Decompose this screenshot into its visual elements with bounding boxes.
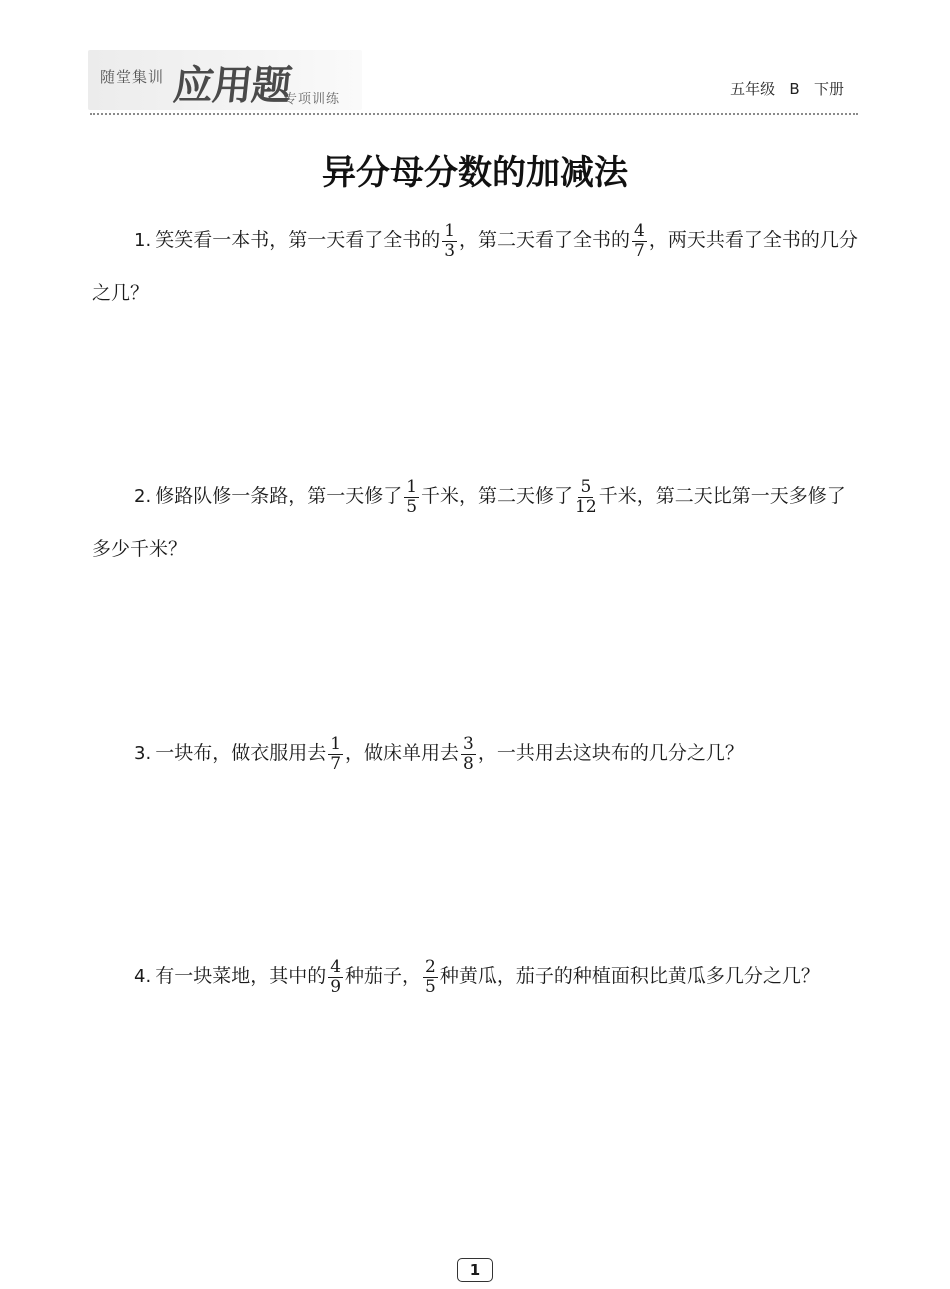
fraction-numerator: 4 [330, 956, 342, 977]
question-1 [92, 214, 864, 319]
question-text: 修路队修一条路，第一天修了 [155, 485, 403, 507]
fraction [575, 476, 597, 517]
question-text: 种茄子， [345, 965, 422, 987]
question-text: 千米，第二天修了 [421, 485, 574, 507]
logo-title-text: 应用题 [171, 63, 294, 109]
fraction-numerator: 2 [425, 956, 436, 977]
logo-subtitle-text: 专项训练 [284, 92, 341, 107]
fraction-numerator: 1 [444, 220, 456, 241]
page-number: 1 [457, 1258, 493, 1282]
fraction [461, 733, 476, 774]
question-4 [92, 950, 864, 1003]
question-number: 4. [134, 966, 152, 987]
question-text: ，做床单用去 [345, 742, 460, 764]
fraction [328, 733, 343, 774]
question-number: 1. [134, 230, 152, 251]
series-logo [88, 50, 362, 110]
fraction-denominator: 3 [444, 240, 456, 261]
question-3 [92, 727, 864, 780]
question-number: 3. [134, 743, 152, 764]
question-text: ，两天共看了全书的几分之几？ [92, 229, 858, 304]
fraction-denominator: 7 [634, 240, 645, 261]
question-text: 一块布，做衣服用去 [155, 742, 327, 764]
fraction-numerator: 1 [406, 476, 418, 497]
question-text: 种黄瓜，茄子的种植面积比黄瓜多几分之几？ [439, 965, 820, 987]
grade-label: 五年级 B 下册 [730, 80, 844, 98]
fraction-denominator: 5 [425, 976, 436, 997]
fraction [632, 220, 647, 261]
fraction [404, 476, 419, 517]
question-text: 有一块菜地，其中的 [155, 965, 327, 987]
fraction-numerator: 5 [580, 476, 592, 497]
question-text: 笑笑看一本书，第一天看了全书的 [155, 229, 441, 251]
header-divider [90, 113, 858, 115]
fraction [442, 220, 457, 261]
page-title: 异分母分数的加减法 [322, 153, 628, 193]
fraction-denominator: 8 [463, 753, 474, 774]
fraction-numerator: 4 [634, 220, 645, 241]
question-2 [92, 470, 864, 575]
logo-series-text: 随堂集训 [100, 68, 165, 86]
question-text: ，一共用去这块布的几分之几？ [477, 742, 744, 764]
fraction-numerator: 1 [330, 733, 342, 754]
fraction [328, 956, 343, 997]
fraction-denominator: 7 [330, 753, 342, 774]
question-text: ，第二天看了全书的 [459, 229, 631, 251]
fraction-denominator: 9 [330, 976, 342, 997]
fraction [423, 956, 438, 997]
question-number: 2. [134, 486, 152, 507]
question-text: 千米，第二天比第一天多修了多少千米？ [92, 485, 846, 560]
fraction-denominator: 5 [406, 496, 418, 517]
fraction-denominator: 12 [575, 496, 597, 517]
fraction-numerator: 3 [463, 733, 474, 754]
